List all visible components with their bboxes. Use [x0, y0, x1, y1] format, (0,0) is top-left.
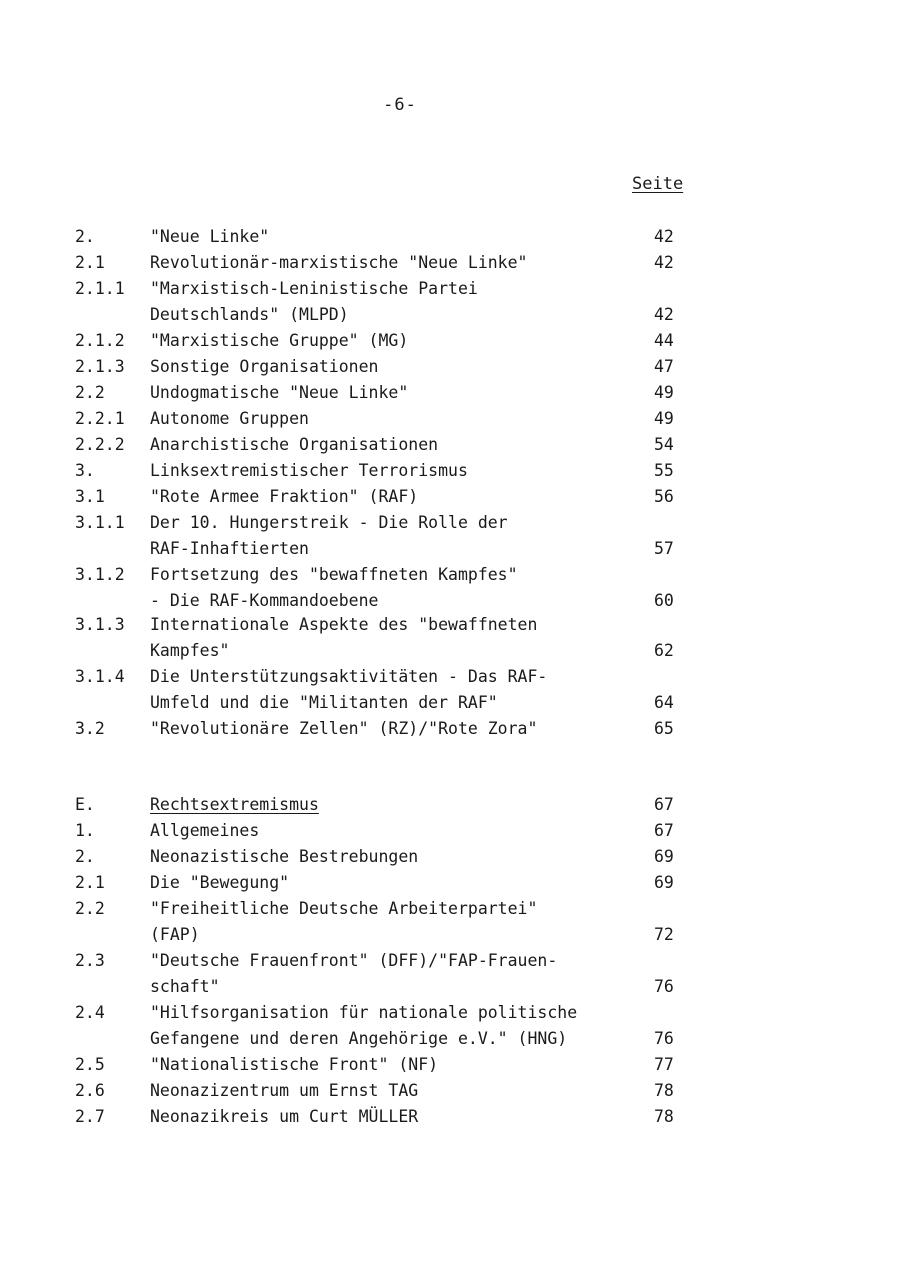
toc-entry-number: 3.1: [75, 487, 105, 506]
toc-entry-title: "Deutsche Frauenfront" (DFF)/"FAP-Frauen-: [150, 951, 558, 970]
toc-entry: [0, 870, 900, 896]
toc-entry-title: Die Unterstützungsaktivitäten - Das RAF-: [150, 667, 548, 686]
toc-entry: [0, 406, 900, 432]
toc-entry-number: 2.: [75, 227, 95, 246]
toc-entry-number: 1.: [75, 821, 95, 840]
toc-entry-title: - Die RAF-Kommandoebene: [150, 591, 379, 610]
toc-entry-page: 72: [654, 925, 674, 944]
toc-entry-title: Kampfes": [150, 641, 230, 660]
toc-entry: [0, 1000, 900, 1026]
toc-entry: [0, 1104, 900, 1130]
toc-entry-page: 49: [654, 409, 674, 428]
page-column-header: Seite: [632, 174, 684, 194]
toc-entry-number: 3.1.4: [75, 667, 125, 686]
toc-entry: [0, 588, 900, 614]
toc-entry-page: 42: [654, 227, 674, 246]
toc-entry: [0, 690, 900, 716]
toc-entry-number: 2.1.3: [75, 357, 125, 376]
toc-entry-title: Die "Bewegung": [150, 873, 290, 892]
toc-entry-number: 2.2.2: [75, 435, 125, 454]
toc-entry-title: Der 10. Hungerstreik - Die Rolle der: [150, 513, 508, 532]
toc-entry-number: 2.1.1: [75, 279, 125, 298]
toc-entry-number: 2.4: [75, 1003, 105, 1022]
toc-entry-title: "Marxistische Gruppe" (MG): [150, 331, 409, 350]
toc-entry-page: 62: [654, 641, 674, 660]
toc-entry-page: 47: [654, 357, 674, 376]
toc-entry-page: 76: [654, 977, 674, 996]
toc-entry-number: 3.1.2: [75, 565, 125, 584]
toc-entry: [0, 896, 900, 922]
toc-entry-number: 2.3: [75, 951, 105, 970]
toc-entry-number: 2.2.1: [75, 409, 125, 428]
toc-entry-number: E.: [75, 795, 95, 814]
toc-entry: [0, 380, 900, 406]
toc-entry: [0, 922, 900, 948]
toc-entry: [0, 224, 900, 250]
toc-entry-title: Umfeld und die "Militanten der RAF": [150, 693, 498, 712]
toc-entry-page: 54: [654, 435, 674, 454]
toc-entry-page: 64: [654, 693, 674, 712]
toc-entry-title: "Marxistisch-Leninistische Partei: [150, 279, 478, 298]
toc-entry: [0, 664, 900, 690]
toc-entry-number: 2.1: [75, 253, 105, 272]
toc-entry-number: 2.1: [75, 873, 105, 892]
toc-entry-title: Internationale Aspekte des "bewaffneten: [150, 615, 538, 634]
toc-entry-page: 69: [654, 847, 674, 866]
toc-entry: [0, 638, 900, 664]
page-number: -6-: [383, 95, 417, 115]
toc-entry-page: 42: [654, 305, 674, 324]
toc-entry-title: Autonome Gruppen: [150, 409, 309, 428]
toc-entry: [0, 328, 900, 354]
toc-entry: [0, 974, 900, 1000]
toc-entry-title: Neonazistische Bestrebungen: [150, 847, 419, 866]
toc-entry: [0, 276, 900, 302]
toc-entry: [0, 302, 900, 328]
toc-entry: [0, 536, 900, 562]
toc-entry-number: 2.2: [75, 899, 105, 918]
toc-entry: [0, 948, 900, 974]
toc-entry: [0, 792, 900, 818]
toc-entry-page: 69: [654, 873, 674, 892]
toc-entry-title: Neonazizentrum um Ernst TAG: [150, 1081, 419, 1100]
toc-entry-number: 2.7: [75, 1107, 105, 1126]
toc-entry: [0, 1052, 900, 1078]
toc-entry-page: 78: [654, 1107, 674, 1126]
toc-entry: [0, 354, 900, 380]
toc-entry-title: "Revolutionäre Zellen" (RZ)/"Rote Zora": [150, 719, 538, 738]
toc-entry-title: Allgemeines: [150, 821, 260, 840]
toc-entry-page: 57: [654, 539, 674, 558]
toc-entry-title: "Nationalistische Front" (NF): [150, 1055, 439, 1074]
toc-entry: [0, 458, 900, 484]
toc-entry-page: 42: [654, 253, 674, 272]
toc-entry-page: 67: [654, 821, 674, 840]
toc-entry-number: 3.2: [75, 719, 105, 738]
toc-entry-number: 2.2: [75, 383, 105, 402]
toc-entry-number: 2.: [75, 847, 95, 866]
toc-entry-title: (FAP): [150, 925, 200, 944]
toc-entry: [0, 1026, 900, 1052]
toc-entry-number: 2.1.2: [75, 331, 125, 350]
toc-entry-title: "Hilfsorganisation für nationale politische: [150, 1003, 578, 1022]
toc-entry-title: Undogmatische "Neue Linke": [150, 383, 409, 402]
toc-entry-title: Revolutionär-marxistische "Neue Linke": [150, 253, 528, 272]
toc-entry-page: 65: [654, 719, 674, 738]
toc-entry-number: 3.1.3: [75, 615, 125, 634]
toc-entry-title: "Rote Armee Fraktion" (RAF): [150, 487, 419, 506]
toc-entry-page: 77: [654, 1055, 674, 1074]
toc-entry-number: 3.1.1: [75, 513, 125, 532]
toc-entry-title: Linksextremistischer Terrorismus: [150, 461, 468, 480]
toc-entry: [0, 612, 900, 638]
toc-entry: [0, 818, 900, 844]
toc-entry-title: schaft": [150, 977, 220, 996]
toc-entry-page: 67: [654, 795, 674, 814]
toc-entry-title: Gefangene und deren Angehörige e.V." (HNG): [150, 1029, 568, 1048]
toc-entry-number: 2.5: [75, 1055, 105, 1074]
toc-entry-title: Neonazikreis um Curt MÜLLER: [150, 1107, 419, 1126]
toc-entry-title: Rechtsextremismus: [150, 795, 319, 814]
toc-entry-title: Sonstige Organisationen: [150, 357, 379, 376]
toc-entry-page: 78: [654, 1081, 674, 1100]
toc-entry-page: 49: [654, 383, 674, 402]
toc-entry: [0, 510, 900, 536]
toc-entry: [0, 250, 900, 276]
toc-entry-number: 3.: [75, 461, 95, 480]
toc-entry: [0, 716, 900, 742]
toc-entry-title: "Freiheitliche Deutsche Arbeiterpartei": [150, 899, 538, 918]
toc-entry: [0, 562, 900, 588]
toc-entry-page: 55: [654, 461, 674, 480]
toc-entry-title: Deutschlands" (MLPD): [150, 305, 349, 324]
toc-entry-title: RAF-Inhaftierten: [150, 539, 309, 558]
toc-entry-title: Fortsetzung des "bewaffneten Kampfes": [150, 565, 518, 584]
toc-entry: [0, 1078, 900, 1104]
toc-entry: [0, 432, 900, 458]
toc-entry-page: 44: [654, 331, 674, 350]
toc-entry: [0, 484, 900, 510]
toc-entry-page: 60: [654, 591, 674, 610]
toc-entry-page: 56: [654, 487, 674, 506]
toc-entry: [0, 844, 900, 870]
toc-entry-title: "Neue Linke": [150, 227, 270, 246]
toc-entry-title: Anarchistische Organisationen: [150, 435, 439, 454]
toc-entry-page: 76: [654, 1029, 674, 1048]
toc-entry-number: 2.6: [75, 1081, 105, 1100]
